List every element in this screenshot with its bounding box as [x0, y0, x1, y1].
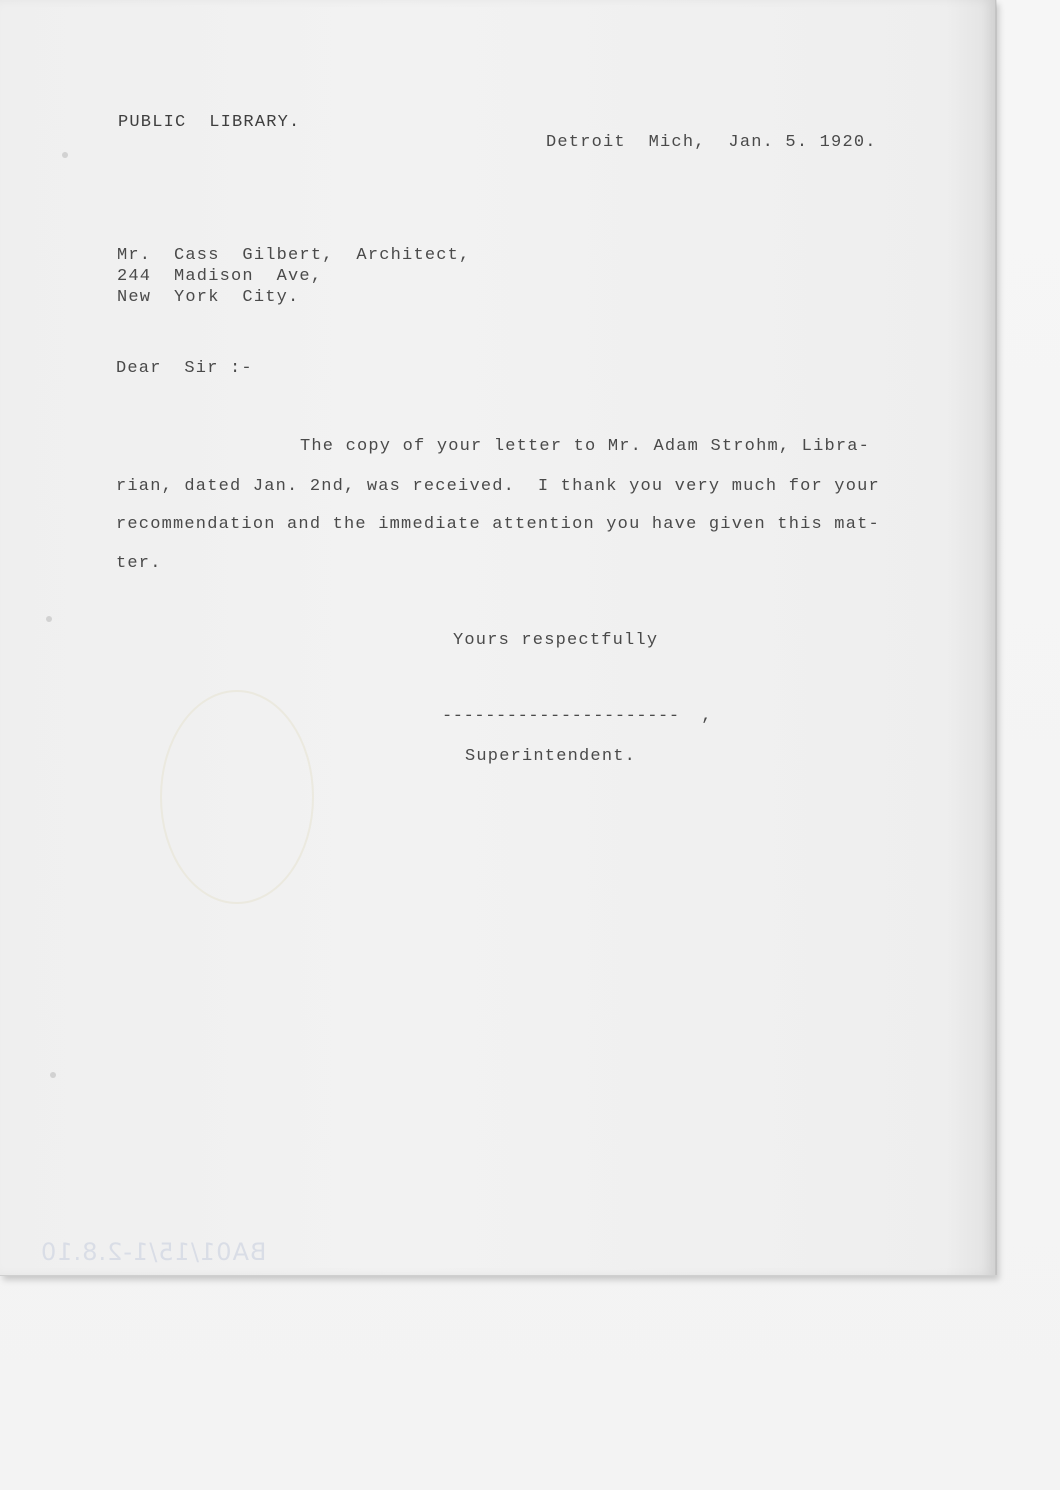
paper-stain	[160, 690, 314, 904]
paper-blemish	[46, 616, 52, 622]
signature-line: ---------------------- ,	[442, 707, 713, 726]
signature-title: Superintendent.	[465, 747, 637, 766]
address-line: Mr. Cass Gilbert, Architect,	[117, 246, 471, 265]
paper-blemish	[50, 1072, 56, 1078]
archive-stamp: BA01/15/1-2.8.10	[40, 1238, 267, 1266]
address-line: New York City.	[117, 288, 300, 307]
paper-blemish	[62, 152, 68, 158]
body-line: recommendation and the immediate attention you have given this mat-	[116, 515, 880, 534]
body-line: ter.	[116, 554, 162, 573]
body-line: The copy of your letter to Mr. Adam Strohm, Libra-	[300, 437, 871, 456]
page-edge-shadow	[945, 0, 997, 1275]
closing: Yours respectfully	[453, 631, 659, 650]
salutation: Dear Sir :-	[116, 359, 253, 378]
body-line: rian, dated Jan. 2nd, was received. I thank you very much for your	[116, 477, 880, 496]
letterhead: PUBLIC LIBRARY.	[118, 113, 301, 132]
date-line: Detroit Mich, Jan. 5. 1920.	[546, 133, 877, 152]
address-line: 244 Madison Ave,	[117, 267, 323, 286]
